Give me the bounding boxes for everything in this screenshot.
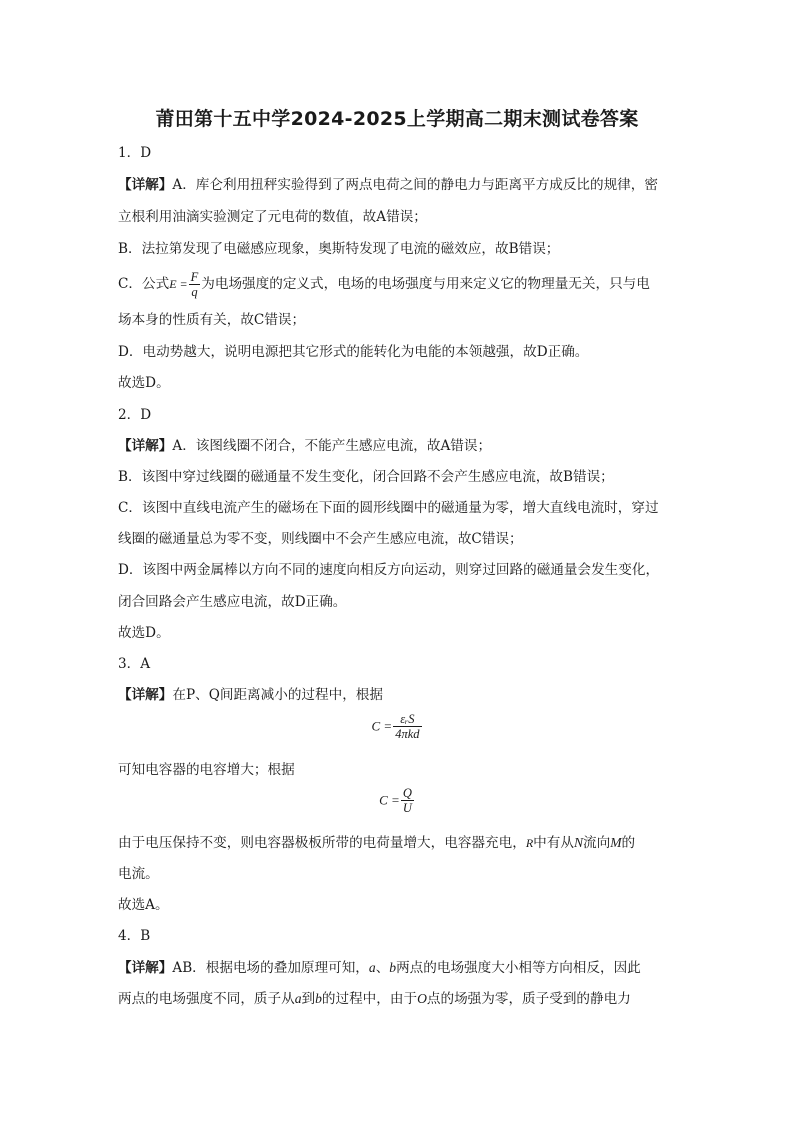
q3-equation-capacitance xyxy=(0,712,794,741)
q3-l3-part-c: 流向 xyxy=(583,835,611,851)
q1-explain-d: D．电动势越大，说明电源把其它形式的能转化为电能的本领越强，故D正确。 xyxy=(118,344,589,360)
q4-l1-part-a: AB．根据电场的叠加原理可知， xyxy=(172,960,369,976)
q2-choice: 故选D。 xyxy=(118,625,170,641)
q3-equation-charge xyxy=(0,786,794,815)
q2-detail-tag: 【详解】 xyxy=(118,438,173,454)
q4-l1-part-b: 、 xyxy=(375,960,390,976)
q4-l2-part-a: 两点的电场强度不同，质子从 xyxy=(118,991,295,1007)
q3-eq1-numerator: εᵣS xyxy=(393,712,421,727)
q4-l2-point-a: a xyxy=(294,991,302,1006)
q3-eq2-numerator: Q xyxy=(402,786,412,800)
q1-answer: 1．D xyxy=(118,145,152,161)
q1-c-formula-lhs: E = xyxy=(169,277,188,291)
q4-l1-part-c: 两点的电场强度大小相等方向相反，因此 xyxy=(396,960,641,976)
q4-l2-point-o: O xyxy=(417,991,427,1006)
q3-l3-point-m: M xyxy=(610,835,622,850)
q1-c-suffix: 为电场强度的定义式，电场的电场强度与用来定义它的物理量无关，只与电 xyxy=(201,276,650,292)
q2-explain-b: B．该图中穿过线圈的磁通量不发生变化，闭合回路不会产生感应电流，故B错误； xyxy=(118,469,614,485)
q4-explain-line1 xyxy=(118,958,688,978)
q2-explain-d-line2: 闭合回路会产生感应电流，故D正确。 xyxy=(118,594,347,610)
q3-l3-part-d: 的 xyxy=(621,835,636,851)
q3-explain-line3 xyxy=(118,833,688,853)
q4-l2-part-c: 的过程中，由于 xyxy=(321,991,418,1007)
q4-l2-part-d: 点的场强为零，质子受到的静电力 xyxy=(426,991,631,1007)
q4-l1-point-b: b xyxy=(389,960,397,975)
q3-l3-point-n: N xyxy=(573,835,584,850)
q2-explain-d-line1: D．该图中两金属棒以方向不同的速度向相反方向运动，则穿过回路的磁通量会发生变化， xyxy=(118,562,660,578)
q3-eq1-denominator: 4πkd xyxy=(395,727,420,741)
q3-explain-line4: 电流。 xyxy=(118,866,159,882)
q3-choice: 故选A。 xyxy=(118,897,169,913)
q3-eq2-denominator: U xyxy=(402,801,412,815)
q1-c-formula-numerator: F xyxy=(190,270,199,284)
q1-c-prefix: C．公式 xyxy=(118,276,170,292)
q1-explain-b: B．法拉第发现了电磁感应现象，奥斯特发现了电流的磁效应，故B错误； xyxy=(118,241,560,257)
q1-explain-c-line2: 场本身的性质有关，故C错误； xyxy=(118,312,306,328)
q1-explain-a-line2: 立根利用油滴实验测定了元电荷的数值，故A错误； xyxy=(118,209,427,225)
q3-l3-part-a: 由于电压保持不变，则电容器极板所带的电荷量增大，电容器充电， xyxy=(118,835,526,851)
q3-eq1-lhs: C = xyxy=(371,718,393,734)
q1-explain-a-line1 xyxy=(118,175,688,195)
q1-choice: 故选D。 xyxy=(118,375,170,391)
q3-l3-resistor: R xyxy=(525,836,534,850)
q3-eq1-fraction xyxy=(393,712,421,741)
q1-c-formula-fraction xyxy=(189,270,201,299)
q2-explain-c-line1: C．该图中直线电流产生的磁场在下面的圆形线圈中的磁通量为零，增大直线电流时，穿过 xyxy=(118,500,659,516)
q3-eq2-fraction xyxy=(401,786,414,815)
q3-eq2-lhs: C = xyxy=(379,792,400,808)
q2-explain-c-line2: 线圈的磁通量总为零不变，则线圈中不会产生感应电流，故C错误； xyxy=(118,531,523,547)
q3-explain-line1 xyxy=(118,685,688,705)
q2-explain-a xyxy=(118,436,688,456)
q3-line1-text: 在P、Q间距离减小的过程中，根据 xyxy=(172,687,383,703)
q2-option-a-text: A．该图线圈不闭合，不能产生感应电流，故A错误； xyxy=(172,438,492,454)
q3-l3-part-b: 中有从 xyxy=(533,835,574,851)
q1-option-a-text: A．库仑利用扭秤实验得到了两点电荷之间的静电力与距离平方成反比的规律，密 xyxy=(172,177,658,193)
q2-answer: 2．D xyxy=(118,407,152,423)
q4-explain-line2 xyxy=(118,989,688,1009)
q3-answer: 3．A xyxy=(118,656,151,672)
q1-detail-tag: 【详解】 xyxy=(118,177,173,193)
q4-l2-part-b: 到 xyxy=(301,991,316,1007)
q4-l2-point-b: b xyxy=(315,991,322,1006)
q1-c-formula-denominator: q xyxy=(191,285,198,299)
q3-explain-line2: 可知电容器的电容增大；根据 xyxy=(118,762,295,778)
q4-answer: 4．B xyxy=(118,928,151,944)
q3-detail-tag: 【详解】 xyxy=(118,687,173,703)
q4-detail-tag: 【详解】 xyxy=(118,960,173,976)
q1-explain-c-line1 xyxy=(118,268,688,300)
q4-l1-point-a: a xyxy=(368,960,376,975)
page-title: 莆田第十五中学2024-2025上学期高二期末测试卷答案 xyxy=(155,108,639,130)
